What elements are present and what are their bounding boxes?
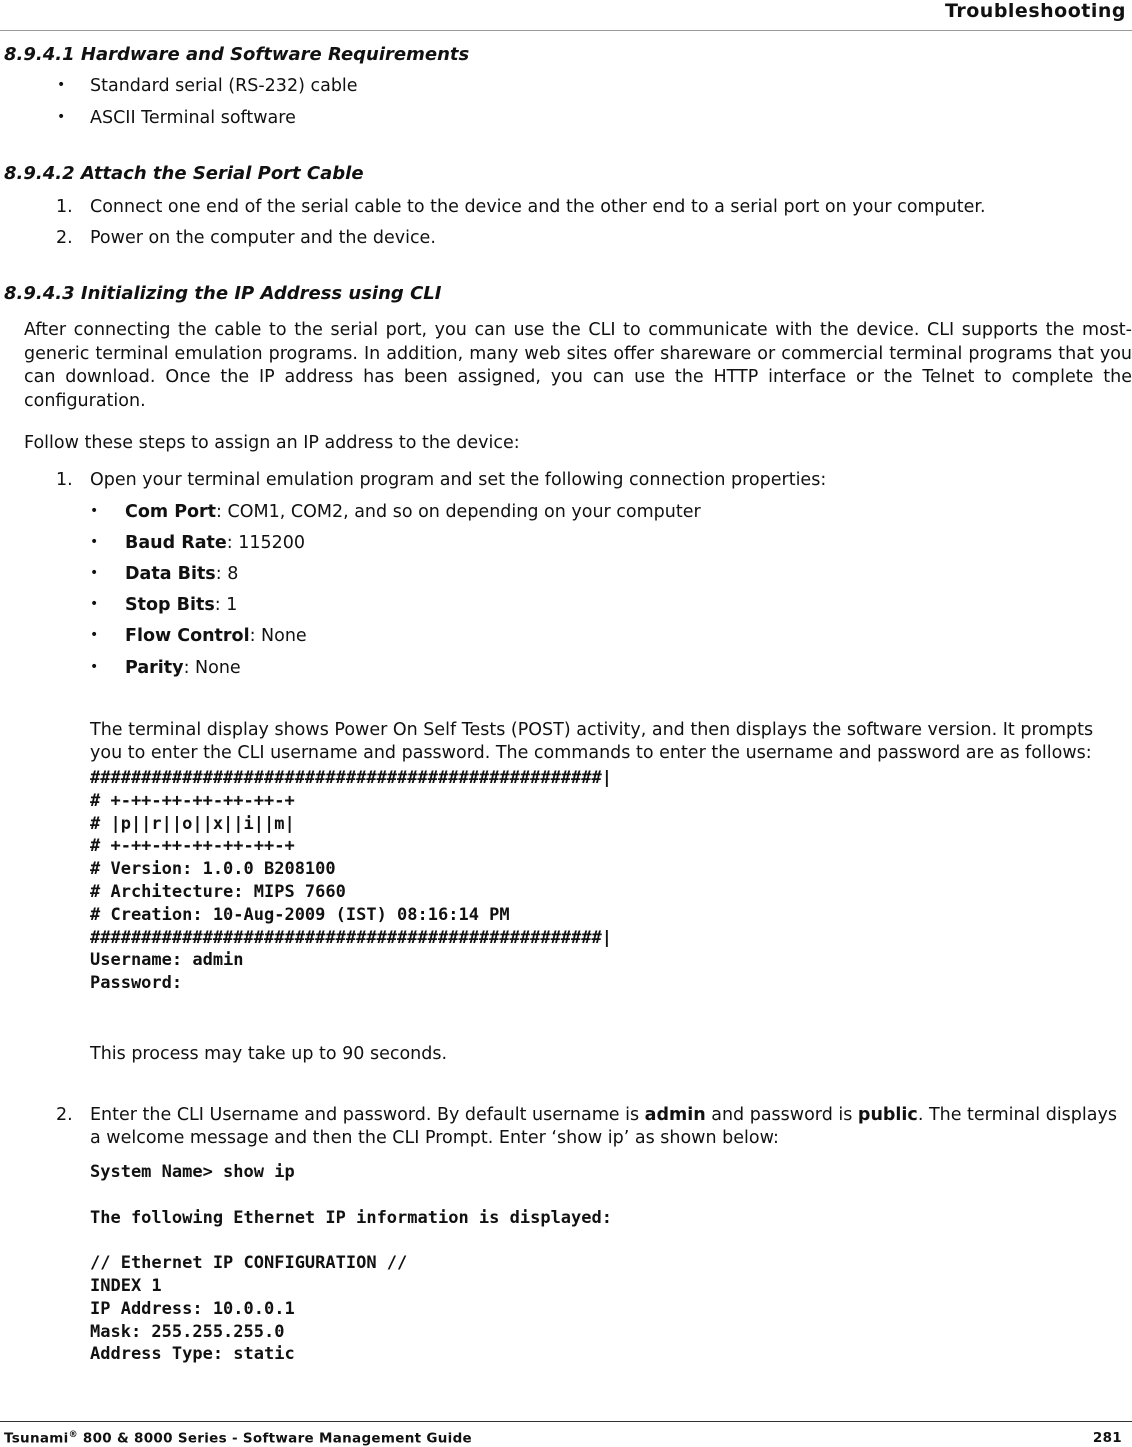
running-header: Troubleshooting — [945, 0, 1126, 22]
property-item — [125, 501, 701, 524]
list-item: Standard serial (RS-232) cable — [90, 76, 358, 96]
step-text: Open your terminal emulation program and set the following connection properties: — [90, 470, 827, 490]
step-text-part: . The terminal displays a welcome message and then the CLI Prompt. Enter ‘show ip’ as shown below: — [90, 1105, 1117, 1148]
footer-rule — [0, 1421, 1132, 1422]
step-text: Power on the computer and the device. — [90, 228, 436, 248]
property-item — [125, 563, 238, 586]
property-value: : None — [183, 658, 241, 678]
property-label: Baud Rate — [125, 533, 227, 553]
property-item — [125, 594, 237, 617]
list-item: ASCII Terminal software — [90, 108, 296, 128]
section-heading-hw-sw: 8.9.4.1 Hardware and Software Requirements — [4, 44, 470, 65]
step-text — [90, 1104, 1130, 1150]
property-label: Flow Control — [125, 626, 250, 646]
property-item — [125, 532, 305, 555]
terminal-output-show-ip: System Name> show ip The following Ethernet IP information is displayed: // Ethernet IP CONFIGURATION // INDEX 1 IP Address: 10.0.0.1 Mask: 255.255.255.0 Address Type: static — [90, 1162, 612, 1365]
terminal-output-login: ##################################################| # +-++-++-++-++-++-+ # |p||r||o||x||i||m| # +-++-++-++-++-++-+ # Version: 1.0.0 B208100 # Architecture: MIPS 7660 # Creation: 10-Aug-2009 (IST) 08:16:14 PM ##################################################| Username: admin Password: — [90, 768, 612, 994]
property-value: : 1 — [214, 595, 238, 615]
post-description: The terminal display shows Power On Self Tests (POST) activity, and then displays the software version. It prompts you to enter the CLI username and password. The commands to enter the username and password are as follows: — [90, 720, 1094, 763]
bullet-icon: • — [90, 627, 99, 643]
step-text-part: and password is — [705, 1105, 858, 1125]
property-label: Data Bits — [125, 564, 216, 584]
step-text-part: Enter the CLI Username and password. By default username is — [90, 1105, 645, 1125]
property-value: : None — [249, 626, 307, 646]
bullet-icon: • — [90, 659, 99, 675]
step-number: 1. — [56, 470, 73, 490]
bullet-icon: • — [90, 565, 99, 581]
intro-paragraph: After connecting the cable to the serial port, you can use the CLI to communicate with the device. CLI supports the most-generic terminal emulation programs. In addition, many web sites offer shareware or commercial terminal programs that you can download. Once the IP address has been assigned, you can use the HTTP interface or the Telnet to complete the configuration. — [24, 320, 1132, 411]
footer-title — [4, 1430, 472, 1447]
bullet-icon: • — [90, 596, 99, 612]
property-item — [125, 657, 241, 680]
property-label: Com Port — [125, 502, 217, 522]
property-value: : 115200 — [226, 533, 306, 553]
footer-brand: Tsunami — [4, 1430, 69, 1447]
bullet-icon: • — [57, 77, 66, 93]
default-password: public — [857, 1105, 918, 1125]
registered-mark: ® — [68, 1430, 78, 1440]
timing-note: This process may take up to 90 seconds. — [90, 1044, 448, 1064]
property-value: : COM1, COM2, and so on depending on your computer — [216, 502, 701, 522]
property-label: Stop Bits — [125, 595, 215, 615]
bullet-icon: • — [90, 534, 99, 550]
header-rule — [0, 30, 1132, 31]
section-heading-init-ip: 8.9.4.3 Initializing the IP Address using CLI — [4, 283, 442, 304]
step-number: 2. — [56, 1105, 73, 1125]
bullet-icon: • — [57, 109, 66, 125]
bullet-icon: • — [90, 503, 99, 519]
default-username: admin — [644, 1105, 706, 1125]
step-number: 2. — [56, 228, 73, 248]
page-number: 281 — [1092, 1430, 1122, 1446]
footer-guide-name: 800 & 8000 Series - Software Management Guide — [77, 1430, 473, 1447]
property-label: Parity — [125, 658, 184, 678]
property-value: : 8 — [215, 564, 239, 584]
step-text: Connect one end of the serial cable to the device and the other end to a serial port on your computer. — [90, 197, 986, 217]
property-item — [125, 625, 307, 648]
step-number: 1. — [56, 197, 73, 217]
steps-intro: Follow these steps to assign an IP address to the device: — [24, 433, 520, 453]
section-heading-serial-cable: 8.9.4.2 Attach the Serial Port Cable — [4, 163, 364, 184]
